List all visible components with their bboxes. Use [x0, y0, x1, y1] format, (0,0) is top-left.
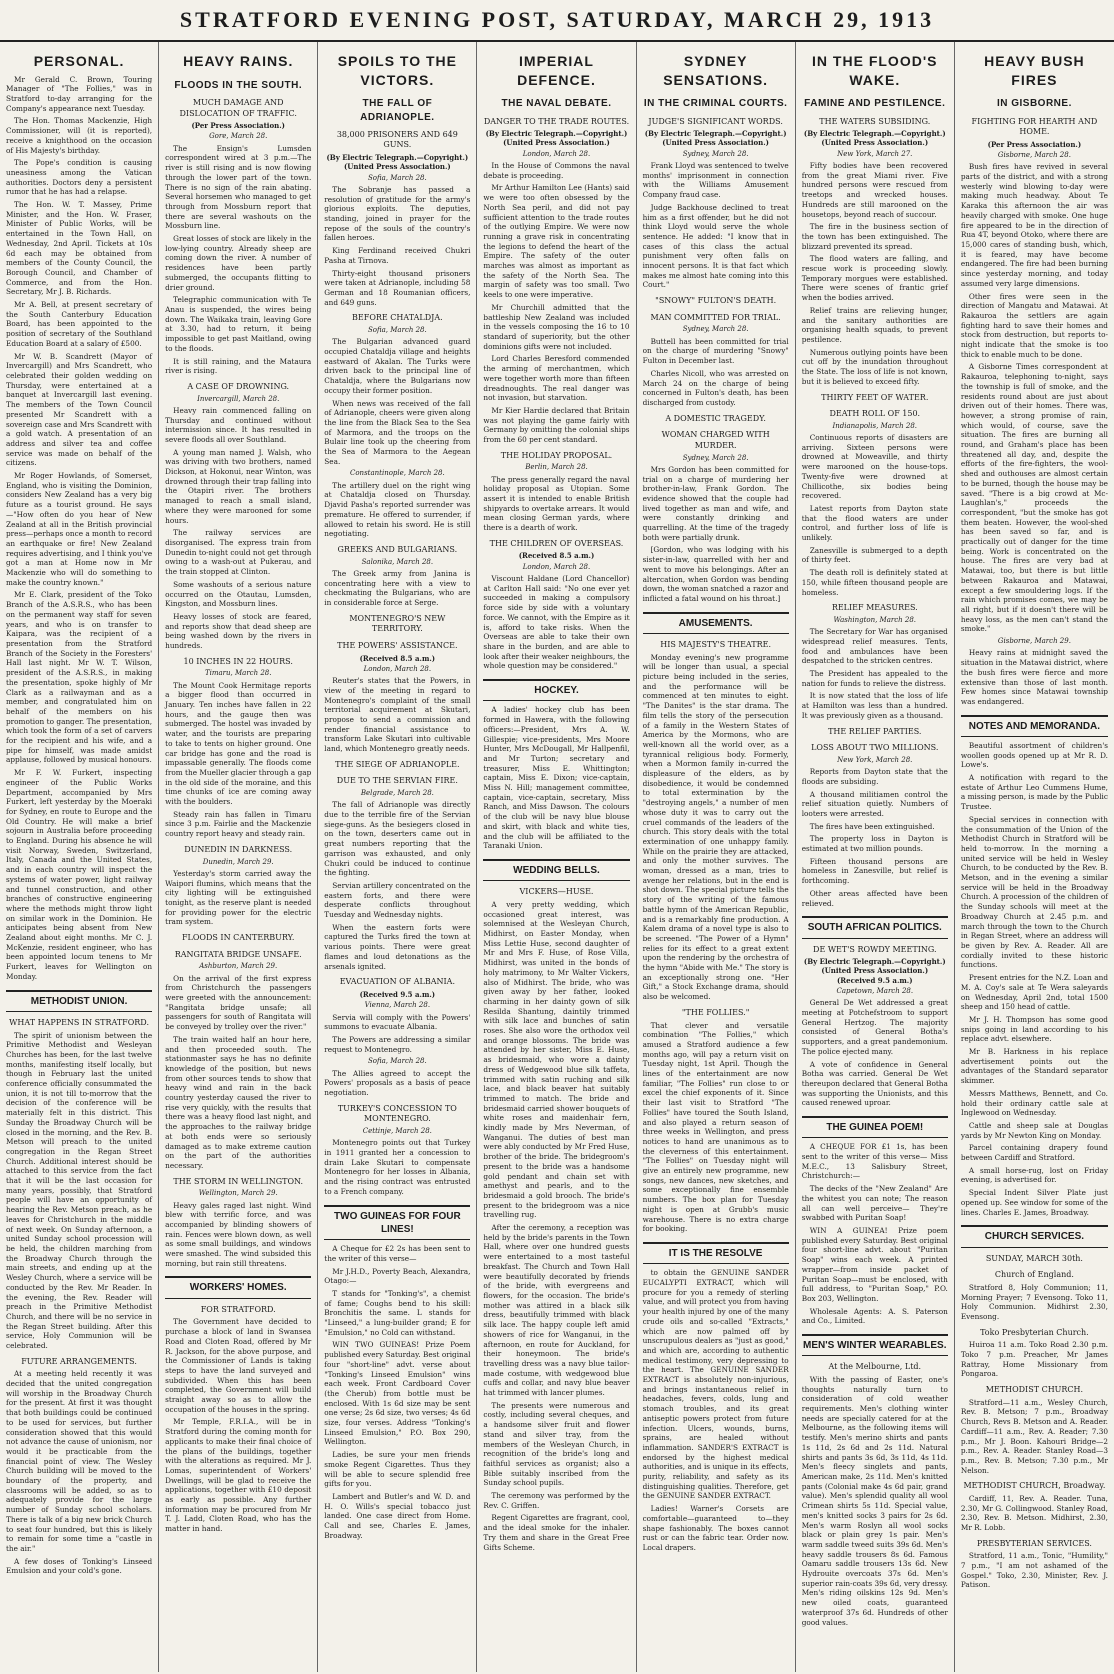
- paragraph: A notification with regard to the estate of Arthur Leo Cummens Hume, a missing person, is made by the Public Trustee.: [960, 773, 1108, 812]
- paragraph: The railway services are disorganised. The express train from Dunedin to-night could not get through owing to a wash-out at Pukerau, and the train stopped at Clinton.: [165, 528, 312, 577]
- paragraph: Stratford 8, Holy Communion; 11, Morning Prayer; 7 Evensong. Toko 11, Holy Communion. Midhirst 2.30, Evensong.: [960, 1282, 1108, 1321]
- paragraph: The ceremony was performed by the Rev. C. Griffen.: [483, 1491, 630, 1510]
- article-heading: AMUSEMENTS.: [643, 612, 789, 634]
- paragraph: Relief trains are relieving hunger, and the sanitary authorities are organising health squads, to prevent pestilence.: [801, 305, 948, 344]
- paragraph: The Ensign's Lumsden correspondent wired at 3 p.m.—The river is still rising and is now flowing through the lower part of the town. There is no sign of the rain abating. Several horsemen who managed to get through from Mossburn report that there are several washouts on the Mossburn line.: [165, 143, 312, 231]
- sub-heading: LOSS ABOUT TWO MILLIONS.: [811, 743, 939, 753]
- paragraph: The Mount Cook Hermitage reports a bigger flood than occurred in January. Ten inches have fallen in 22 hours, and the gauge then was submerged. The hostel was invaded by water, and the tourists are preparing to take to tents on higher ground. One car bridge has gone and the road is impassable generally. The floods come from the Mueller glacier through a gap in the old side of the moraine, and this time chunks of ice are coming away with the boulders.: [165, 680, 312, 807]
- paragraph: It is now stated that the loss of life at Hamilton was less than a hundred. It was previously given as a thousand.: [801, 691, 948, 720]
- paragraph: Huiroa 11 a.m. Toko Road 2.30 p.m. Toko 7 p.m. Preacher, Mr James Rattray, Home Missionary from Pongaroa.: [960, 1340, 1108, 1379]
- paragraph: The fires have been extinguished.: [809, 821, 935, 831]
- sub-heading: FOR STRATFORD.: [200, 1304, 276, 1314]
- press-credit: (Received 8.5 a.m.): [518, 551, 595, 561]
- dateline: Gisborne, March 29.: [997, 637, 1071, 646]
- paragraph: The fall of Adrianople was directly due to the terrible fire of the Servian siege-guns. As the besiegers closed in on the town, deserters came out in great numbers reporting that the garrison was exhausted, and only Chukri could be induced to continue the fighting.: [324, 800, 471, 878]
- sub-heading: JUDGE'S SIGNIFICANT WORDS.: [648, 116, 783, 126]
- section-heading: FLOODS IN THE SOUTH.: [174, 79, 303, 91]
- paragraph: It is still raining, and the Mataura river is rising.: [165, 356, 312, 376]
- dateline: Constantinople, March 28.: [349, 469, 445, 478]
- paragraph: Other areas affected have been relieved.: [801, 888, 948, 908]
- paragraph: WIN A GUINEA! Prize poem published every Saturday. Best original four short-line advt. about "Puritan Soap" wins each week. A printed wrapper—from inside packet of Puritan Soap—must be enclosed, with full address, to "Puritan Soap," P.O. Box 203, Wellington.: [801, 1226, 948, 1303]
- paragraph: Latest reports from Dayton state that the flood waters are under control, and further loss of life is unlikely.: [801, 503, 948, 543]
- paragraph: Monday evening's new programme will be longer than usual, a special picture being included in the series, and the performance will be commenced at ten minutes to eight. "The Danites" is the star drama. The film tells the story of the persecution of a family in the Western States of America by the Mormons, who are well-known all the world over, as a tyrannical religious body. Formerly, when a Mormon family in-curred the displeasure of the elders, as by disobedience, it would be condemned to total extermination by the "destroying angels," a number of men whose duty it was to carry out the cruel commands of the leaders of the church. This story deals with the total extermination of one unhappy family. While on the prairie they are attacked, and only the mother survives. The woman, dressed as a man, tries to avenge her relations, but in the end is shot down. The special picture tells the story of the writing of the famous battle hymn of the American Republic, and is a remarkably fine production. A Kalem drama of a novel type is also to be screened. "The Power of a Hymn" relies for its effect to a great extent upon the rendering by the orchestra of the hymn "Abide with Me." The story is an exceptionally strong one. "Her Gift," a Stock Exchange drama, should also be welcomed.: [642, 652, 789, 1002]
- paragraph: Mr W. B. Scandrett (Mayor of Invercargill) and Mrs Scandrett, who celebrated their golden wedding on Thursday, were entertained at a banquet at Invercargill last evening. The members of the Town Council presented Mr Scandrett with a sovereign case and Mrs Scandrett with a gold watch. A presentation of an address and silver tea and coffee service was made on behalf of the citizens.: [6, 351, 153, 468]
- dateline: Wellington, March 29.: [198, 1189, 278, 1198]
- sub-heading: FIGHTING FOR HEARTH AND HOME.: [971, 116, 1098, 137]
- paragraph: Heavy losses of stock are feared, and reports show that dead sheep are being washed down by the rivers in hundreds.: [165, 611, 312, 651]
- paragraph: Present entries for the N.Z. Loan and M. A. Coy's sale at Te Wera saleyards on Wednesday, April 2nd, total 1500 sheep and 150 head of cattle.: [960, 973, 1108, 1012]
- paragraph: A young man named J. Walsh, who was driving with two brothers, named Dickson, at Hokonui, near Winton, was drowned through their trap falling into the Otapiri river. The brothers managed to reach a small island, where they were marooned for some hours.: [165, 447, 312, 525]
- paragraph: King Ferdinand received Chukri Pasha at Tirnova.: [324, 246, 471, 265]
- article-heading: WEDDING BELLS.: [483, 859, 629, 881]
- paragraph: Stratford, 11 a.m., Tonic, "Humility," 7 p.m., "I am not ashamed of the Gospel." Toko, 2.30, Minister, Rev. J. Patison.: [960, 1551, 1108, 1590]
- paragraph: Viscount Haldane (Lord Chancellor) at Carlton Hall said: "No one ever yet succeeded in making a compulsory force side by side with a voluntary force. We cannot, with the Empire as it is, afford to take risks. When the Overseas are able to take their own share in the burden, and are able to look after their weaker neighbours, the whole question may be considered.": [483, 574, 630, 671]
- sub-heading: MUCH DAMAGE AND DISLOCATION OF TRAFFIC.: [179, 97, 297, 118]
- paragraph: Mr J.H.D., Poverty Beach, Alexandra, Otago:—: [324, 1266, 471, 1286]
- column-7: [955, 42, 1114, 1672]
- dateline: London, March 28.: [522, 149, 591, 158]
- paragraph: Fifteen thousand persons are homeless in Zanesville, but relief is forthcoming.: [801, 856, 948, 886]
- sub-heading: DEATH ROLL OF 150.: [829, 409, 921, 419]
- column-2: [159, 42, 318, 1672]
- sub-heading: A DOMESTIC TRAGEDY.: [665, 413, 766, 423]
- sub-heading: Church of England.: [994, 1270, 1074, 1280]
- dateline: Berlin, March 28.: [525, 463, 588, 472]
- dateline: Belgrade, March 28.: [360, 789, 434, 798]
- column-heading: IMPERIAL DEFENCE.: [517, 53, 596, 88]
- section-heading: FAMINE AND PESTILENCE.: [804, 98, 946, 110]
- paragraph: Ladies! Warner's Corsets are comfortable—guaranteed to—they shape fashionably. The boxes cannot rust or can the fabric tear. Order now. Local drapers.: [642, 1504, 789, 1552]
- paragraph: A Gisborne Times correspondent at Rakauroa, telephoning to-night, says the township is full of smoke, and the residents round about are just about driven out of their homes. There was, however, a strong promise of rain, which would, of course, save the situation. The fires are burning all round, and Graham's place has been threatened all day, and, despite the efforts of the fire-fighters, the wool-shed and outhouses are almost certain to be burned, though the house may be saved. "There is a big crowd at Mc-Laughlan's," proceeds the correspondent, "but the smoke has got them beaten. However, the wool-shed has been saved so far, and is practically out of danger for the time being. Work is concentrated on the house. The fires are very bad at Matawai, too, but there is but little between Rakauroa and Matawai, except a few smouldering logs. If the rain which promises comes, we may be all right, but if it doesn't there will be heavy loss, as the men can't stand the smoke.": [960, 362, 1108, 634]
- paragraph: Great losses of stock are likely in the low-lying country. Already sheep are coming down the river. A number of residences have been partly submerged, the occupants flitting to drier ground.: [165, 234, 312, 292]
- paragraph: Mr B. Harkness in his replace advertisement points out the advantages of the Standard separator skimmer.: [960, 1047, 1108, 1086]
- sub-heading: RANGITATA BRIDGE UNSAFE.: [174, 949, 302, 959]
- paragraph: A small horse-rug, lost on Friday evening, is advertised for.: [960, 1165, 1108, 1185]
- dateline: Invercargill, March 28.: [197, 394, 280, 403]
- sub-heading: FUTURE ARRANGEMENTS.: [21, 1356, 137, 1366]
- sub-heading: THE WATERS SUBSIDING.: [819, 116, 931, 126]
- column-heading: PERSONAL.: [33, 53, 125, 69]
- column-5: [637, 42, 796, 1672]
- paragraph: Cardiff, 11, Rev. A. Reader. Tuna, 2.30, Mr G. Collingwood. Stanley Road, 2.30, Rev. B. Metson. Midhirst, 2.30, Mr R. Lobb.: [960, 1493, 1108, 1533]
- press-credit: (By Electric Telegraph.—Copyright.) (United Press Association.) (Received 9.5 a.m.): [803, 957, 946, 985]
- press-credit: (By Electric Telegraph.—Copyright.) (United Press Association.): [803, 129, 946, 148]
- paragraph: T stands for "Tonking's", a chemist of fame; Coughs bend to his skill: Bronchitis the same. L stands for "Linseed," a lung-builder grand; E for "Emulsion," no Cold can withstand.: [324, 1288, 471, 1337]
- dateline: Gore, March 28.: [209, 132, 268, 141]
- paragraph: Judge Backhouse declined to treat him as a first offender, but he did not think Lloyd would serve the whole sentence. He added: "I know that in cases of this class the actual punishment very often falls on innocent persons. It is that fact which makes me almost hate coming into this Court.": [642, 202, 789, 290]
- dateline: Indianapolis, March 28.: [832, 421, 918, 430]
- column-4: [477, 42, 636, 1672]
- paragraph: Mr Kier Hardie declared that Britain was not playing the game fairly with Germany by omitting the colonial ships from the 60 per cent standard.: [483, 405, 630, 445]
- sub-heading: THE RELIEF PARTIES.: [828, 726, 922, 736]
- paragraph: Frank Lloyd was sentenced to twelve months' imprisonment in connection with the Williams Amusement Company fraud case.: [642, 161, 789, 200]
- paragraph: WIN TWO GUINEAS! Prize Poem published every Saturday. Best original four "short-line" advt. verse about "Tonking's Linseed Emulsion" wins each week. Front Cardboard Cover (the Cherub) from bottle must be enclosed. With 1s 6d size may be sent one verse; 2s 6d size, two verses; 4s 6d size, four verses. Address "Tonking's Linseed Emulsion," P.O. Box 290, Wellington.: [324, 1340, 471, 1447]
- sub-heading: 10 INCHES IN 22 HOURS.: [183, 656, 293, 666]
- sub-heading: THE SIEGE OF ADRIANOPLE.: [335, 759, 460, 769]
- paragraph: Heavy gales raged last night. Wind blew with terrific force, and was accompanied by blinding showers of rain. Fences were blown down, as well as some small buildings, and windows were smashed. The wind subsided this morning, but rain still threatens.: [165, 1200, 312, 1268]
- column-heading: IN THE FLOOD'S WAKE.: [812, 53, 938, 88]
- sub-heading: WOMAN CHARGED WITH MURDER.: [661, 430, 770, 450]
- paragraph: A few doses of Tonking's Linseed Emulsion and your cold's gone.: [6, 1556, 153, 1576]
- press-credit: (By Electric Telegraph.—Copyright.) (United Press Association.): [644, 129, 787, 148]
- article-heading: THE GUINEA POEM!: [802, 1116, 948, 1138]
- paragraph: The Sobranje has passed a resolution of gratitude for the army's glorious exploits. The deputies, standing, joined in prayer for the repose of the souls of the country's fallen heroes.: [324, 184, 471, 243]
- paragraph: Parcel containing drapery found between Cardiff and Stratford.: [960, 1143, 1108, 1163]
- paragraph: A CHEQUE FOR £1 1s, has been sent to the writer of this verse— Miss M.E.C., 13 Salisbury Street, Christchurch:—: [801, 1142, 948, 1181]
- article-heading: HOCKEY.: [483, 679, 629, 701]
- paragraph: When the eastern forts were captured the Turks fired the town at various points. There were great flames and loud detonations as the arsenals ignited.: [324, 922, 471, 971]
- paragraph: The Bulgarian advanced guard occupied Chataldja village and heights eastward of Akalan. The Turks were driven back to the principal line of Chataldja, where the Bulgarians now occupy their former position.: [324, 337, 471, 395]
- paragraph: After the ceremony, a reception was held by the bride's parents in the Town Hall, where over one hundred guests were entertained to a most tasteful breakfast. The Church and Town Hall were beautifully decorated by friends of the bride, with evergreens and flowers, for the occasion. The bride's mother was attired in a black silk dress, beautifully trimmed with black silk lace. The happy couple left amid showers of rice for Wanganui, in the afternoon, en route for Auckland, for their honeymoon. The bride's travelling dress was a navy blue tailor-made costume, with wedgewood blue cuffs and collar, and navy blue beaver hat trimmed with lancer plumes.: [483, 1223, 630, 1398]
- sub-heading: DE WET'S ROWDY MEETING.: [813, 944, 937, 954]
- paragraph: Charles Nicoll, who was arrested on March 24 on the charge of being concerned in Fulton's death, has been discharged from custody.: [642, 368, 789, 407]
- dateline: Sofia, March 28.: [367, 173, 427, 182]
- article-heading: MEN'S WINTER WEARABLES.: [802, 1334, 948, 1356]
- paragraph: Mr A. Bell, at present secretary of the South Canterbury Education Board, has been appointed to the position of secretary of the Southland Education Board at a salary of £500.: [6, 300, 153, 348]
- paragraph: With the passing of Easter, one's thoughts naturally turn to consideration of cold weather requirements. Men's clothing winter needs are specially catered for at the Melbourne, as the following items will testify. Men's merino shirts and pants 1s 11d, 2s 6d and 2s 11d. Natural shirts and pants 3s 6d, 3s 11d, 4s 11d. Men's fleecy singlets and pants, American make, 2s 11d. Men's knitted pants (Colonial make 4s 6d pair, grand value). Men's splendid quality all wool Crimean shirts 5s 11d. Special value, men's knitted socks 3 pairs for 2s 6d. Men's warm Roslyn all wool socks black or plain grey 1s pair. Men's warm saddle tweed suits 39s 6d. Men's heavy saddle trousers 8s 6d. Famous Oamaru saddle trousers 13s 6d. New Hydrouite overcoats 37s 6d. Men's superior rain-coats 39s 6d, very dressy. Men's riding oilskins 12s 9d. Men's new oiled coats, guaranteed waterproof 37s 6d. Hundreds of other good values.: [801, 1374, 948, 1627]
- paragraph: Lord Charles Beresford commended the arming of merchantmen, which were together worth more than fifteen dreadnoughts. The real danger was not invasion, but starvation.: [483, 354, 630, 403]
- paragraph: Continuous reports of disasters are arriving. Sixteen persons were drowned at Moweaville, and thirty were marooned on the house-tops. Twenty-five were drowned at Chillicothe, six bodies being recovered.: [801, 433, 948, 501]
- sub-heading: GREEKS AND BULGARIANS.: [337, 544, 458, 554]
- section-heading: THE FALL OF ADRIANOPLE.: [360, 98, 435, 123]
- paragraph: In the House of Commons the naval debate is proceeding.: [483, 161, 630, 180]
- paragraph: The presents were numerous and costly, including several cheques, and a handsome silver fruit and flower stand and silver tray, from the members of the Wesleyan Church, in recognition of the bride's long and faithful services as organist; also a Bible suitably inscribed from the Sunday school pupils.: [483, 1400, 630, 1488]
- article-heading: NOTES AND MEMORANDA.: [961, 715, 1108, 737]
- article-heading: CHURCH SERVICES.: [961, 1225, 1108, 1247]
- press-credit: (Received 8.5 a.m.): [359, 653, 436, 663]
- sub-heading: DUE TO THE SERVIAN FIRE.: [336, 776, 458, 786]
- paragraph: Some washouts of a serious nature occurred on the Otautau, Lumsden, Kingston, and Mossburn lines.: [165, 579, 312, 609]
- paragraph: Mr Roger Howlands, of Somerset, England, who is visiting the Dominion, considers New Zealand has a very big future as a tourist ground. He says—"How often do you hear of New Zealand at all in the British provincial press—perhaps once a month to record an earthquake or fire! New Zealand requires advertising, and I think you've got a man at Home now in Mr Mackenzie who will do something to make the country known.": [6, 471, 153, 587]
- paragraph: Beautiful assortment of children's woollen goods opened up at Mr R. D. Lowe's.: [960, 740, 1108, 770]
- dateline: London, March 28.: [363, 664, 432, 673]
- dateline: Gisborne, March 28.: [997, 151, 1071, 160]
- paragraph: A very pretty wedding, which occasioned great interest, was solemnised at the Wesleyan Church, Midhirst, on Easter Monday, when Miss Lettie Huse, second daughter of Mr and Mrs F. Huse, of Rose Villa, Midhirst, was united in the bonds of holy matrimony, to Mr Walter Vickers, also of Midhirst. The bride, who was given away by her father, looked charming in her dainty gown of silk Resilda Shantung, daintily trimmed with silk lace and bunches of satin roses. She also wore the orthodox veil and orange blossoms. The bride was attended by her sister, Miss E. Huse, as bridesmaid, who wore a dainty dress of Wedgewood blue silk taffeta, trimmed with satin ruching and silk lace, and black beaver hat suitably trimmed to match. The bride and bridesmaid carried shower bouquets of white roses and maidenhair fern, kindly made by Mrs Neverman, of Wanganui. The duties of best man were ably conducted by Mr Fred Huse, brother of the bride. The bridegroom's present to the bride was a handsome gold pendant and chain set with amethyst and pearls, and to the bridesmaid a gold brooch. The bride's present to the bridegroom was a nice travelling rug.: [483, 899, 630, 1220]
- paragraph: Reports from Dayton state that the floods are subsiding.: [801, 767, 948, 786]
- sub-heading: "SNOWY" FULTON'S DEATH.: [655, 296, 777, 306]
- section-heading: THE NAVAL DEBATE.: [501, 98, 612, 110]
- paragraph: Yesterday's storm carried away the Waipori flumins, which means that the city lighting will be extinguished tonight, as the reserve plant is needed for providing power for the electric tram system.: [165, 868, 312, 927]
- newspaper-columns: [0, 42, 1114, 1672]
- sub-heading: THIRTY FEET OF WATER.: [821, 392, 929, 402]
- paragraph: Buttell has been committed for trial on the charge of murdering "Snowy" Fulton in December last.: [642, 336, 789, 366]
- press-credit: (Per Press Association.): [191, 121, 285, 131]
- dateline: Washington, March 28.: [833, 615, 917, 624]
- dateline: Sydney, March 28.: [682, 149, 749, 158]
- sub-heading: VICKERS—HUSE.: [519, 887, 594, 897]
- sub-heading: DANGER TO THE TRADE ROUTES.: [483, 116, 630, 126]
- paragraph: The spirit of unionism between the Primitive Methodist and Wesleyan Churches has been, for the last twelve months, manifesting itself locally, but though in February last the united conference officially consummated the union, it is not till to-morrow that the decision of the conference will be materially felt in this district. This Sunday the Broadway Church will be closed in the morning, and the Rev. B. Metson will preach to the united congregation in the Regan Street Church. Additional interest should be attached to this service from the fact that it will be the last occasion for many years, possibly, that Stratford people will have an opportunity of hearing the Rev. Metson preach, as he leaves for Christchurch in the middle of next week. On Sunday afternoon, a united Sunday school procession will be held, the children marching from the Broadway Church through the main streets, and ending up at the Wesley Church, where a service will be conducted by the Rev. Mr Reader. In the evening, the Rev. Reader will preach in the Primitive Methodist Church, and there will be no service in the Regan Street building. After this service, Holy Communion will be celebrated.: [6, 1030, 153, 1351]
- sub-heading: MONTENEGRO'S NEW TERRITORY.: [349, 613, 446, 634]
- paragraph: The Allies agreed to accept the Powers' proposals as a basis of peace negotiation.: [324, 1068, 471, 1098]
- paragraph: That clever and versatile combination "The Follies," which amused a Stratford audience a few months ago, will pay a return visit on Tuesday night, 1st April. Though the lines of the entertainment are now familiar, "The Follies" run close to or excel the chief exponents of it. Since their last visit to Stratford "The Follies" have toured the South Island, and also played a return season of three weeks in Wellington, and press notices to hand are unanimous as to the cleverness of this entertainment. "The Follies" on Tuesday night will give an entirely new programme, new songs, new dances, new sketches, and some exceptionally fine ensemble numbers. The box plan for Tuesday night is open at Grubb's music warehouse. There is no extra charge for booking.: [642, 1020, 789, 1234]
- dateline: Capetown, March 28.: [836, 987, 914, 996]
- sub-heading: At the Melbourne, Ltd.: [828, 1362, 922, 1372]
- sub-heading: MAN COMMITTED FOR TRIAL.: [650, 312, 781, 322]
- paragraph: Other fires were seen in the direction of Mangatu and Matawai. At Rakauroa the settlers are again fighting hard to save their homes and stock from destruction, but reports to-night indicate that the smoke is too thick to enable much to be done.: [960, 291, 1108, 359]
- paragraph: A thousand militiamen control the relief situation quietly. Numbers of looters were arrested.: [801, 789, 948, 818]
- section-heading: IN THE CRIMINAL COURTS.: [643, 98, 788, 110]
- paragraph: Special Indent Silver Plate just opened up. See window for some of the lines. Charles E. James, Broadway.: [960, 1188, 1108, 1217]
- paragraph: Wholesale Agents: A. S. Paterson and Co., Limited.: [801, 1306, 948, 1326]
- paragraph: Regent Cigarettes are fragrant, cool, and the ideal smoke for the inhaler. Try them and share in the Great Free Gifts Scheme.: [483, 1513, 630, 1552]
- paragraph: Reuter's states that the Powers, in view of the meeting in regard to Montenegro's complaint of the small territorial acquirement at Skutari, propose to send a commission and render financial assistance to transform Lake Skutari into cultivable land, which Montenegro greatly needs.: [324, 676, 471, 754]
- sub-heading: "THE FOLLIES.": [681, 1007, 750, 1017]
- sub-heading: THE CHILDREN OF OVERSEAS.: [489, 538, 624, 548]
- section-heading: IN GISBORNE.: [996, 98, 1072, 110]
- dateline: London, March 28.: [522, 562, 591, 571]
- article-heading: TWO GUINEAS FOR FOUR LINES!: [324, 1205, 470, 1241]
- dateline: Timaru, March 28.: [204, 669, 272, 678]
- paragraph: The press generally regard the naval holiday proposal as Utopian. Some assert it is intended to enable British shipyards to overtake arrears. It would mean closing German yards, where there is a dearth of work.: [483, 474, 630, 533]
- paragraph: The flood waters are falling, and rescue work is proceeding slowly. Temporary morgues were established. There were scenes of frantic grief when the bodies arrived.: [801, 254, 948, 303]
- sub-heading: A CASE OF DROWNING.: [187, 381, 290, 391]
- dateline: Sofia, March 28.: [367, 1057, 427, 1066]
- paragraph: Thirty-eight thousand prisoners were taken at Adrianople, including 58 German and 18 Roumanian officers, and 649 guns.: [324, 268, 471, 307]
- paragraph: Lambert and Butler's and W. D. and H. O. Wills's special tobacco just landed. One case direct from Home. Call and see, Charles E. James, Broadway.: [324, 1491, 471, 1540]
- dateline: Salonika, March 28.: [361, 557, 434, 566]
- paragraph: A Cheque for £2 2s has been sent to the writer of this verse—: [324, 1244, 471, 1263]
- sub-heading: FLOODS IN CANTERBURY.: [182, 933, 295, 943]
- paragraph: Numerous outlying points have been cut off by the inundation throughout the State. The loss of life is not known, but it is believed to exceed fifty.: [801, 347, 948, 386]
- press-credit: (By Electric Telegraph.—Copyright.) (United Press Association.): [326, 153, 469, 172]
- paragraph: Steady rain has fallen in Timaru since 3 p.m. Fairlie and the Mackenzie country report heavy and steady rain.: [165, 809, 312, 839]
- column-6: [796, 42, 955, 1672]
- column-heading: HEAVY RAINS.: [183, 53, 294, 69]
- sub-heading: METHODIST CHURCH.: [985, 1385, 1084, 1395]
- paragraph: Zanesville is submerged to a depth of thirty feet.: [801, 545, 948, 565]
- paragraph: Mr J. H. Thompson has some good snips going in land according to his replace advt. elsewhere.: [960, 1014, 1108, 1044]
- masthead: STRATFORD EVENING POST, SATURDAY, MARCH 29, 1913: [0, 0, 1114, 42]
- paragraph: The Government have decided to purchase a block of land in Swansea Road and Cloten Road, offered by Mr R. Jackson, for the above purpose, and the Commissioner of Lands is taking steps to have the land surveyed and subdivided. When this has been completed, the Government will build straight away so as to allow the occupation of the houses in the spring.: [165, 1317, 312, 1414]
- paragraph: Stratford—11 a.m., Wesley Church, Rev. B. Metson; 7 p.m., Broadway Church, Revs B. Metson and A. Reader. Cardiff—11 a.m., Rev. A. Reader; 7.30 p.m., Mr J. Boon. Kahouri Bridge—2 p.m., Rev. A. Reader. Stanley Road—3 p.m., Rev. B. Metson; 7.30 p.m., Mr Nelson.: [960, 1397, 1108, 1475]
- paragraph: The Hon. Thomas Mackenzie, High Commissioner, will (it is reported), receive a knighthood on the occasion of His Majesty's birthday.: [6, 116, 153, 155]
- article-heading: SOUTH AFRICAN POLITICS.: [802, 916, 948, 938]
- dateline: Ashburton, March 29.: [199, 962, 278, 971]
- paragraph: to obtain the GENUINE SANDER EUCALYPTI EXTRACT, which will procure for you a remedy of sterling value, and will protect you from having your health injured by one of the many crude oils and so-called "Extracts," which are now palmed off by unscrupulous dealers as "just as good," and which are, according to authentic medical testimony, very depressing to the heart. The GENUINE SANDER EXTRACT is absolutely non-injurious, and brings instantaneous relief in headaches, fevers, colds, lung and stomach troubles, and its great antiseptic powers protect from future infection. Ulcers, wounds, burns, sprains, are healed without inflammation. SANDER'S EXTRACT is endorsed by the highest medical authorities, and is unique in its effects, purity, reliability, and safety as its distinguishing qualities. Therefore, get the GENUINE SANDER EXTRACT.: [642, 1268, 789, 1501]
- paragraph: Montenegro points out that Turkey in 1911 granted her a concession to drain Lake Skutari to compensate Montenegro for her losses in Albania, and the rising contract was entrusted to a French company.: [324, 1138, 471, 1196]
- paragraph: Mr Churchill admitted that the battleship New Zealand was included in the vessels composing the 16 to 10 standard of superiority, but the other dominions gifts were not included.: [483, 302, 630, 351]
- paragraph: Fifty bodies have been recovered from the great Miami river. Five hundred persons were rescued from treetops and wrecked houses. Hundreds are still marooned on the housetops, beyond reach of succour.: [801, 161, 948, 219]
- press-credit: (Per Press Association.): [987, 139, 1082, 149]
- sub-heading: THE POWERS' ASSISTANCE.: [337, 640, 458, 650]
- paragraph: Ladies, be sure your men friends smoke Regent Cigarettes. Thus they will be able to secure splendid free gifts for you.: [324, 1450, 471, 1489]
- paragraph: The President has appealed to the nation for funds to relieve the distress.: [801, 669, 948, 688]
- sub-heading: HIS MAJESTY'S THEATRE.: [660, 639, 771, 649]
- paragraph: The Greek army from Janina is concentrating here with a view to checkmating the Bulgarians, who are in considerable force at Serge.: [324, 568, 471, 607]
- paragraph: Cattle and sheep sale at Douglas yards by Mr Newton King on Monday.: [960, 1120, 1108, 1140]
- paragraph: The decks of the "New Zealand" Are the whitest you can note; The reason all can well perceive— They're swabbed with Puritan Soap!: [801, 1184, 948, 1223]
- sub-heading: RELIEF MEASURES.: [831, 603, 918, 613]
- dateline: Sydney, March 28.: [682, 325, 749, 334]
- paragraph: The Powers are addressing a similar request to Montenegro.: [324, 1034, 471, 1054]
- press-credit: (Received 9.5 a.m.): [359, 989, 436, 999]
- paragraph: [Gordon, who was lodging with his sister-in-law, quarrelled with her and went to move his belongings. After an altercation, when Gordon was bending down, the woman snatched a razor and inflicted a fatal wound on his throat.]: [642, 545, 789, 603]
- article-heading: IT IS THE RESOLVE: [643, 1242, 789, 1264]
- paragraph: The death roll is definitely stated at 150, while fifteen thousand people are homeless.: [801, 568, 948, 597]
- paragraph: The artillery duel on the right wing at Chataldja closed on Thursday. Djavid Pasha's reported surrender was premature. He offered to surrender, if allowed to retain his sword. He is still negotiating.: [324, 480, 471, 539]
- dateline: Dunedin, March 29.: [202, 857, 274, 866]
- dateline: Vienna, March 28.: [364, 1001, 431, 1010]
- paragraph: At a meeting held recently it was decided that the united congregation will worship in the Broadway Church for the present. At first it was thought that both buildings could be continued to be used for services, but further consideration showed that this would not advance the cause of unionism, nor would it be practicable from the financial point of view. The Wesley Church building will be moved to the boundary of the property, and classrooms will be added, so as to adequately provide for the large number of Sunday school scholars. There is talk of a big new brick Church to seat four hundred, but this is likely to remain for some time a "castle in the air.": [6, 1369, 153, 1553]
- dateline: Cettinje, March 28.: [362, 1126, 432, 1135]
- sub-heading: THE HOLIDAY PROPOSAL.: [500, 450, 613, 460]
- sub-heading: BEFORE CHATALDJA.: [352, 313, 443, 323]
- paragraph: Mrs Gordon has been committed for trial on a charge of murdering her brother-in-law, Frank Gordon. The evidence showed that the couple had lived together as man and wife, and were constantly drinking and quarrelling. At the time of the tragedy both were partially drunk.: [642, 464, 789, 542]
- paragraph: The Hon. W. T. Massey, Prime Minister, and the Hon. W. Fraser, Minister of Public Works, will be entertained in the Town Hall, on Wednesday, 2nd April. Tickets at 10s 6d each may be obtained from members of the County Council, the Borough Council, and Chamber of Commerce, and from the Hon. Secretary, Mr J. B. Richards.: [6, 200, 153, 297]
- paragraph: Heavy rain commenced falling on Thursday and continued without intermission since. It has resulted in severe floods all over Southland.: [165, 405, 312, 444]
- column-heading: SPOILS TO THE VICTORS.: [337, 53, 457, 88]
- sub-heading: SUNDAY, MARCH 30th.: [985, 1253, 1083, 1263]
- paragraph: The train waited half an hour here, and then proceeded south. The stationmaster says he has no definite knowledge of the position, but news from other sources tends to show that heavy wind and rain in the back country yesterday caused the river to rise very quickly, with the results that there was a heavy flood last night, and the approaches to the railway bridge at both ends were so seriously damaged as to make extreme caution on the part of the authorities necessary.: [165, 1034, 312, 1170]
- paragraph: Bush fires have revived in several parts of the district, and with a strong westerly wind blowing to-day were making much headway. About Te Karaka this afternoon the air was heavily charged with smoke. One huge fire appeared to be in the direction of Rua 4T, beyond Otoko, where there are 15,000 cares of standing bush, which, it is feared, may have become endangered. The fire had been burning since yesterday morning, and today assumed very large dimensions.: [960, 162, 1108, 288]
- paragraph: A vote of confidence in General Botha was carried. General De Wet thereupon declared that General Botha was supporting the Unionists, and this caused renewed uproar.: [801, 1059, 948, 1108]
- column-heading: SYDNEY SENSATIONS.: [663, 53, 769, 88]
- paragraph: The fire in the business section of the town has been extinguished. The blizzard prevented its spread.: [801, 222, 948, 251]
- paragraph: General De Wet addressed a great meeting at Potchefstroom to support General Hertzog. The majority consisted of General Botha's supporters, and a great pandemonium. The police ejected many.: [801, 998, 948, 1056]
- dateline: Sofia, March 28.: [367, 326, 427, 335]
- dateline: Sydney, March 28.: [682, 453, 749, 462]
- column-heading: HEAVY BUSH FIRES: [984, 53, 1085, 88]
- paragraph: Mr F. W. Furkert, inspecting engineer of the Public Works Department, accompanied by Mrs Furkert, left yesterday by the Moeraki for Sydney, en route to Europe and the Old Country. He will make a brief sojourn in Australia before proceeding to England. During his absence he will visit Norway, Sweden, Switzerland, Italy, Canada and the United States, and in each country will inspect the systems of water power, light railway and tunnel construction, and other branches of constructive engineering where the methods might throw light on similar work in the Dominion. He anticipates being absent from New Zealand about eight months. Mr C. J. McKenzie, resident engineer, who has been appointed locum tenens to Mr Furkert, leaves for Wellington on Monday.: [6, 768, 153, 981]
- sub-heading: THE STORM IN WELLINGTON.: [173, 1176, 304, 1186]
- paragraph: Messrs Matthews, Bennett, and Co. hold their ordinary cattle sale at Inglewood on Wednesday.: [960, 1088, 1108, 1118]
- paragraph: Mr Gerald C. Brown, Touring Manager of "The Follies," was in Stratford to-day arranging for the Company's appearance next Tuesday.: [6, 74, 153, 113]
- paragraph: Servia will comply with the Powers' summons to evacuate Albania.: [324, 1012, 471, 1032]
- paragraph: Telegraphic communication with Te Anau is suspended, the wires being down. The Waikaka train, leaving Gore at 3.30, had to return, it being impossible to get past Maitland, owing to the floods.: [165, 295, 312, 353]
- article-heading: METHODIST UNION.: [6, 990, 152, 1012]
- paragraph: On the arrival of the first express from Christchurch the passengers were greeted with the announcement: "Rangitata bridge unsafe; all passengers for south of Rangitata will be conveyed by trolley over the river.": [165, 973, 312, 1032]
- sub-heading: EVACUATION OF ALBANIA.: [339, 977, 455, 987]
- paragraph: Special services in connection with the consummation of the Union of the Methodist Church in Stratford will be held to-morrow. In the morning a united service will be held in Wesley Church, to be conducted by the Rev. B. Metson, and in the evening a similar service will be held in the Broadway Church. A procession of the children of the Sunday schools will meet at the Broadway Church at 2.45 p.m. and march through the town to the Church in Regan Street, where an address will be given by Rev. A. Reader. All are cordially invited to these historic functions.: [960, 814, 1108, 970]
- sub-heading: DUNEDIN IN DARKNESS.: [184, 844, 293, 854]
- paragraph: A ladies' hockey club has been formed in Hawera, with the following officers:—President, Mrs A. W. Gillespie; vice-presidents, Mrs Moore Hunter, Mrs McDougall, Mr Hallpenfil, and Mr Turton; secretary and treasurer, Miss E. Whittington; captain, Miss E. Dixon; vice-captain, Miss N. Hill; management committee, captain, vice-captain, secretary, Miss Ranch, and Miss Dawson. The colours of the club will be navy blue blouse and skirt, with black and white ties, and the club will be affiliated to the Taranaki Union.: [483, 705, 630, 851]
- dateline: New York, March 28.: [837, 755, 913, 764]
- column-3: [318, 42, 477, 1672]
- dateline: New York, March 27.: [837, 149, 913, 158]
- sub-heading: PRESBYTERIAN SERVICES.: [976, 1538, 1092, 1548]
- paragraph: Mr E. Clark, president of the Toko Branch of the A.S.R.S., who has been on the permanent way staff for seven years, and who is on transfer to Kaipara, was the recipient of a presentation from the Stratford Branch of the Society in the Foresters' Hall last night. Mr W. T. Wilson, president of the A.S.R.S., in making the presentation, spoke highly of Mr Clark as a railwayman and as a member, and congratulated him on behalf of the members on his promotion to ganger. The presentation, which took the form of a set of carvers for the recipient and his wife, and a pipe for himself, was made amidst applause, followed by musical honours.: [6, 590, 153, 765]
- sub-heading: 38,000 PRISONERS AND 649 GUNS.: [336, 129, 458, 150]
- sub-heading: TURKEY'S CONCESSION TO MONTENEGRO.: [337, 1103, 457, 1124]
- paragraph: The Pope's condition is causing uneasiness among the Vatican authorities. Doctors deny a persistent rumor that he has had a relapse.: [6, 158, 153, 197]
- paragraph: Mr Temple, F.R.I.A., will be in Stratford during the coming month for applicants to make their final choice of the plans of the buildings, together with the alterations as required. Mr J. Lomas, superintendent of Workers' Dwellings, will be glad to receive the applications, together with £10 deposit as early as possible. Any further information may be procured from Mr T. J. Ladd, Cloten Road, who has the matter in hand.: [165, 1417, 312, 1534]
- press-credit: (By Electric Telegraph.—Copyright.) (United Press Association.): [485, 129, 628, 148]
- sub-heading: WHAT HAPPENS IN STRATFORD.: [9, 1017, 149, 1027]
- paragraph: The property loss in Dayton is estimated at two million pounds.: [801, 834, 948, 854]
- sub-heading: METHODIST CHURCH, Broadway.: [963, 1481, 1106, 1491]
- paragraph: Mr Arthur Hamilton Lee (Hants) said we were too often obsessed by the North Sea peril, and did not pay sufficient attention to the trade routes of the outlying Empire. We were now running a grave risk in concentrating the legions to defend the heart of the Empire. The safety of the outer marches was almost as important as the safety of the North Sea. The margin of safety was too small. Two keels to one were imperative.: [483, 183, 630, 300]
- column-1: [0, 42, 159, 1672]
- article-heading: WORKERS' HOMES.: [165, 1276, 311, 1298]
- paragraph: When news was received of the fall of Adrianople, cheers were given along the line from the Black Sea to the Sea of Marmora, and the troops on the Bulair line took up the cheering from the Sea of Marmora to the Aegean Sea.: [324, 398, 471, 466]
- paragraph: Heavy rains at midnight saved the situation in the Matawai district, where the bush fires were fierce and more extensive than those of last month. Few homes since Matawai township was endangered.: [960, 648, 1108, 706]
- sub-heading: Toko Presbyterian Church.: [980, 1327, 1089, 1337]
- paragraph: The Secretary for War has organised widespread relief measures. Tents, food and ambulances have been despatched to the stricken centres.: [801, 627, 948, 666]
- paragraph: Servian artillery concentrated on the eastern forts, and there were desperate conflicts throughout Tuesday and Wednesday nights.: [324, 880, 471, 920]
